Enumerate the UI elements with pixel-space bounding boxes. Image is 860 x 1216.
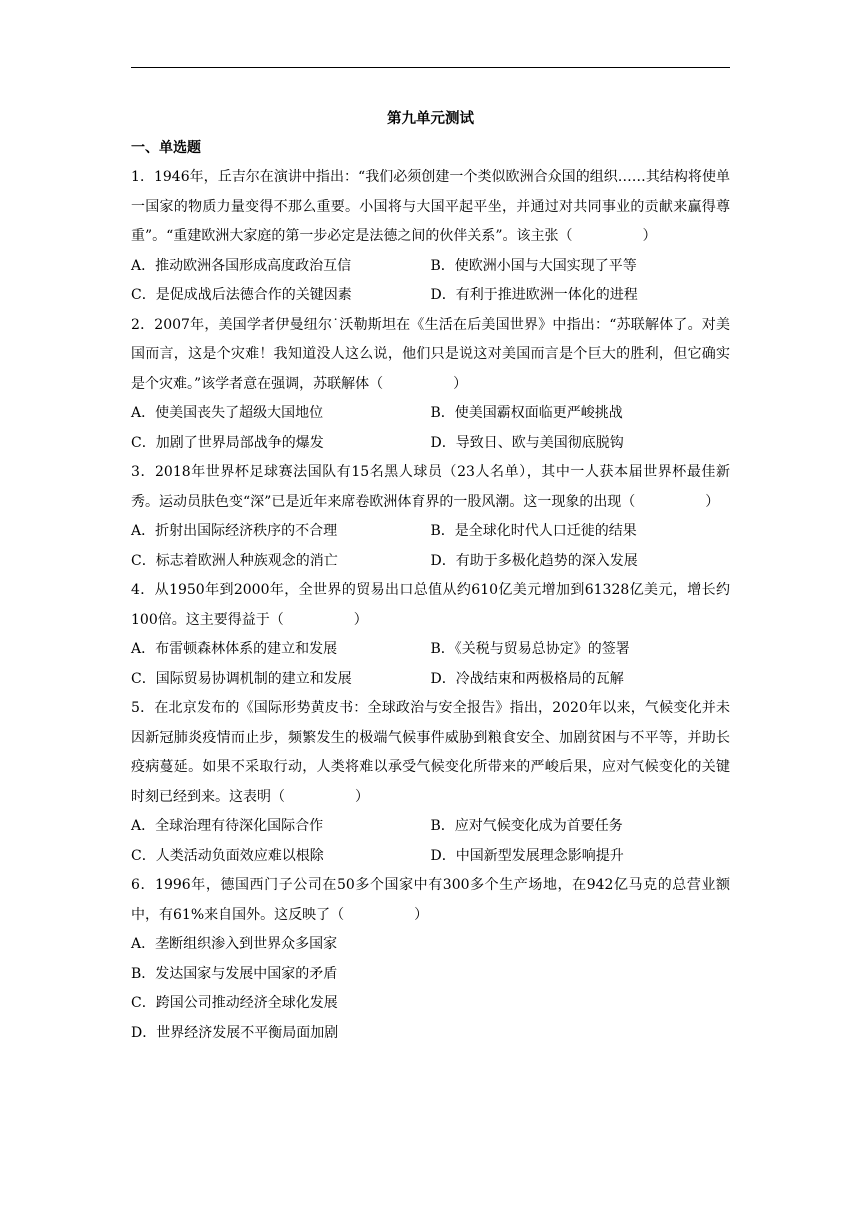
option-c: C．是促成战后法德合作的关键因素 <box>131 287 352 303</box>
question-stem: 4．从1950年到2000年，全世界的贸易出口总值从约610亿美元增加到61328亿美元，增长约100倍。这主要得益于（ ） <box>131 582 730 628</box>
question-stem: 2．2007年，美国学者伊曼纽尔˙沃勒斯坦在《生活在后美国世界》中指出：“苏联解体了。对美国而言，这是个灾难！我知道没人这么说，他们只是说这对美国而言是个巨大的胜利，但它确实是个灾难。”该学者意在强调，苏联解体（ ） <box>131 316 730 392</box>
question-3 <box>131 458 730 576</box>
option-c: C．人类活动负面效应难以根除 <box>131 847 324 864</box>
option-b: B．发达国家与发展中国家的矛盾 <box>131 965 338 982</box>
option-c: C．跨国公司推动经济全球化发展 <box>131 995 338 1011</box>
option-b: B．使美国霸权面临更严峻挑战 <box>430 405 623 421</box>
question-stem: 6．1996年，德国西门子公司在50多个国家中有300多个生产场地，在942亿马克的总营业额中，有61%来自国外。这反映了（ ） <box>131 877 730 923</box>
question-1 <box>131 163 730 311</box>
question-stem: 1．1946年，丘吉尔在演讲中指出：“我们必须创建一个类似欧洲合众国的组织……其结构将使单一国家的物质力量变得不那么重要。小国将与大国平起平坐，并通过对共同事业的贡献来赢得尊重”。“重建欧洲大家庭的第一步必定是法德之间的伙伴关系”。该主张（ ） <box>131 169 730 244</box>
document-body <box>131 104 730 1048</box>
option-d: D．世界经济发展不平衡局面加剧 <box>131 1024 339 1041</box>
option-a: A．全球治理有待深化国际合作 <box>131 818 324 834</box>
option-c: C．标志着欧洲人种族观念的消亡 <box>131 552 338 569</box>
option-d: D．冷战结束和两极格局的瓦解 <box>430 670 624 687</box>
option-d: D．中国新型发展理念影响提升 <box>430 847 624 864</box>
option-d: D．导致日、欧与美国彻底脱钩 <box>430 434 624 451</box>
option-a: A．布雷顿森林体系的建立和发展 <box>131 641 338 657</box>
option-c: C．国际贸易协调机制的建立和发展 <box>131 670 352 687</box>
section-heading: 一、单选题 <box>131 139 201 156</box>
option-d: D．有利于推进欧洲一体化的进程 <box>430 287 638 303</box>
question-4 <box>131 576 730 694</box>
question-stem: 5．在北京发布的《国际形势黄皮书：全球政治与安全报告》指出，2020年以来，气候变化并未因新冠肺炎疫情而止步，频繁发生的极端气候事件威胁到粮食安全、加剧贫困与不平等，并助长疫病蔓延。如果不采取行动，人类将难以承受气候变化所带来的严峻后果，应对气候变化的关键时刻已经到来。这表明（ ） <box>131 700 730 805</box>
question-2 <box>131 311 730 459</box>
option-b: B．应对气候变化成为首要任务 <box>430 818 623 834</box>
page-title: 第九单元测试 <box>387 110 474 127</box>
question-5 <box>131 694 730 871</box>
question-stem: 3．2018年世界杯足球赛法国队有15名黑人球员（23人名单），其中一人获本届世界杯最佳新秀。运动员肤色变“深”已是近年来席卷欧洲体育界的一股风潮。这一现象的出现（ ） <box>131 464 730 510</box>
option-d: D．有助于多极化趋势的深入发展 <box>430 552 638 569</box>
option-a: A．折射出国际经济秩序的不合理 <box>131 523 338 539</box>
question-6 <box>131 871 730 1048</box>
option-b: B．使欧洲小国与大国实现了平等 <box>430 257 637 274</box>
option-c: C．加剧了世界局部战争的爆发 <box>131 434 324 451</box>
option-b: B．《关税与贸易总协定》的签署 <box>430 641 630 657</box>
option-a: A．使美国丧失了超级大国地位 <box>131 405 324 421</box>
header-rule <box>131 67 730 68</box>
option-b: B．是全球化时代人口迁徙的结果 <box>430 523 637 539</box>
option-a: A．垄断组织渗入到世界众多国家 <box>131 936 338 952</box>
option-a: A．推动欧洲各国形成高度政治互信 <box>131 257 352 274</box>
